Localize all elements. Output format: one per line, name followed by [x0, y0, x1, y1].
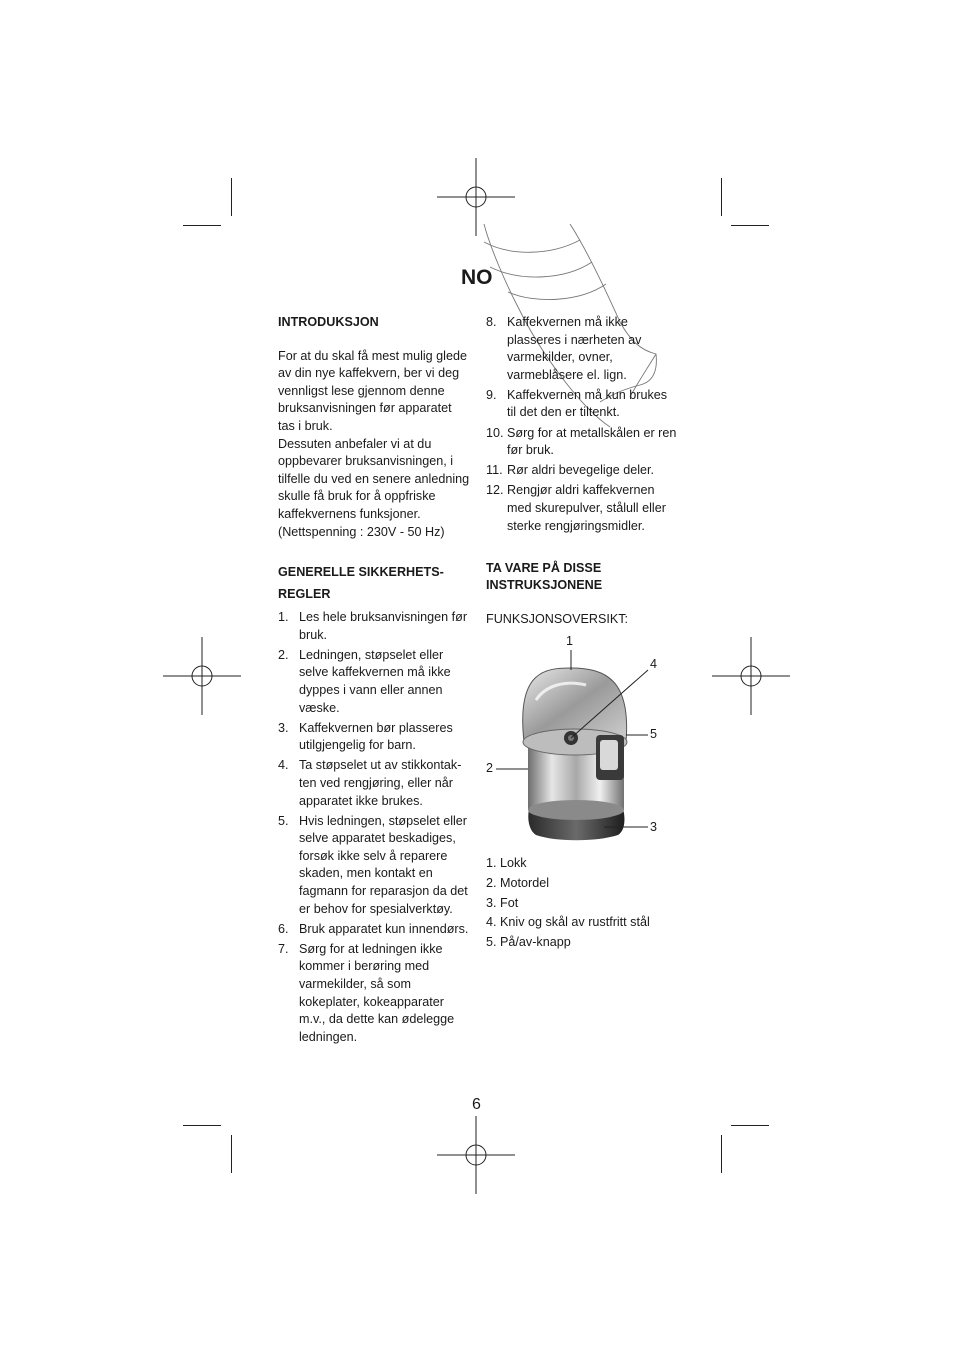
intro-heading: INTRODUKSJON: [278, 315, 379, 329]
registration-mark-bottom: [437, 1116, 515, 1194]
parts-column: [486, 855, 678, 954]
list-item: 12. Rengjør aldri kaffekvernen med skurepulver, stålull eller sterke rengjøringsmidler.: [486, 483, 666, 533]
callout-1: 1: [566, 634, 574, 648]
crop-mark-top-left-vertical: [231, 178, 232, 216]
registration-mark-right: [712, 637, 790, 715]
page-number: 6: [472, 1096, 481, 1113]
crop-mark-top-right-horizontal: [731, 225, 769, 226]
list-item: 7. Sørg for at ledningen ikke kommer i berøring med varmekilder, så som kokeplater, kokeapparater m.v., da dette kan ødelegge ledningen.: [278, 941, 455, 1044]
list-item: 10. Sørg for at metallskålen er ren før bruk.: [486, 425, 677, 458]
list-item: 2. Motordel: [486, 875, 549, 890]
list-item: 1. Les hele bruksanvisningen før bruk.: [278, 610, 468, 642]
list-item: 5. Hvis ledningen, støpselet eller selve apparatet beskadiges, forsøk ikke selv å reparere skaden, men kontakt en fagmann for reparasjon da det er behov for spesialverktøy.: [278, 813, 468, 916]
list-item: 4. Ta støpselet ut av stikkontak-ten ved rengjøring, eller når apparatet ikke brukes.: [278, 758, 462, 808]
intro-paragraph: For at du skal få mest mulig glede av din nye kaffekvern, ber vi deg vennligst lese gjennom denne bruksanvisningen før apparatet tas i bruk.: [278, 348, 467, 433]
safety-heading-line1: GENERELLE SIKKERHETS-: [278, 565, 444, 580]
list-item: 8. Kaffekvernen må ikke plasseres i nærheten av varmekilder, ovner, varmeblåsere el. lign.: [486, 315, 642, 382]
crop-mark-bottom-left-horizontal: [183, 1125, 221, 1126]
list-item: 2. Ledningen, støpselet eller selve kaffekvernen må ikke dyppes i vann eller annen væske.: [278, 647, 451, 715]
safety-heading: [278, 561, 470, 605]
keep-instructions-heading: TA VARE PÅ DISSE INSTRUKSJONENE: [486, 560, 603, 593]
crop-mark-top-right-vertical: [721, 178, 722, 216]
list-item: 9. Kaffekvernen må kun brukes til det den er tiltenkt.: [486, 387, 668, 420]
list-item: 6. Bruk apparatet kun innendørs.: [278, 921, 469, 936]
parts-list: [486, 855, 678, 952]
crop-mark-top-left-horizontal: [183, 225, 221, 226]
callout-4: 4: [650, 657, 658, 671]
crop-mark-bottom-right-horizontal: [731, 1125, 769, 1126]
callout-5: 5: [650, 727, 658, 741]
safety-heading-line2: REGLER: [278, 587, 331, 602]
coffee-grinder-figure: [486, 630, 676, 845]
callout-3: 3: [650, 820, 658, 834]
list-item: 3. Fot: [486, 895, 519, 910]
list-item: 5. På/av-knapp: [486, 935, 571, 950]
list-item: 11. Rør aldri bevegelige deler.: [486, 463, 655, 478]
safety-rules-list: [278, 609, 470, 1046]
safety-rules-list-continued: [486, 314, 678, 535]
registration-mark-left: [163, 637, 241, 715]
intro-paragraph: Dessuten anbefaler vi at du oppbevarer bruksanvisningen, i tilfelle du ved en senere anledning skulle få bruk for å oppfriske kaffekvernens funksjoner.: [278, 436, 470, 521]
overview-heading: FUNKSJONSOVERSIKT:: [486, 611, 629, 626]
right-column: [486, 314, 678, 628]
voltage-note: (Nettspenning : 230V - 50 Hz): [278, 524, 445, 539]
language-code: NO: [461, 266, 493, 289]
list-item: 4. Kniv og skål av rustfritt stål: [486, 915, 650, 930]
crop-mark-bottom-left-vertical: [231, 1135, 232, 1173]
crop-mark-bottom-right-vertical: [721, 1135, 722, 1173]
left-column: [278, 314, 470, 1049]
callout-2: 2: [486, 761, 494, 775]
list-item: 3. Kaffekvernen bør plasseres utilgjengelig for barn.: [278, 720, 453, 753]
list-item: 1. Lokk: [486, 856, 527, 870]
